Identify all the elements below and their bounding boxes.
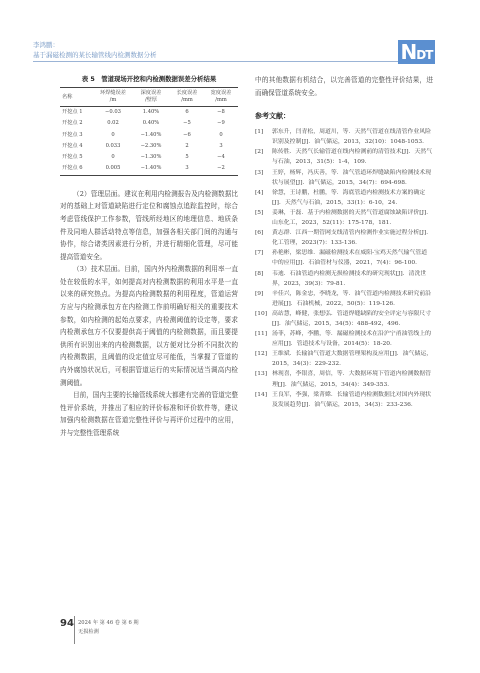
table-caption: 表 5 管道现场开挖和内检测数据误差分析结果 [81, 75, 217, 83]
reference-number: [11] [255, 331, 268, 338]
table-cell: −5 [183, 120, 191, 127]
reference-number: [2] [255, 149, 264, 156]
table-cell: −1.40% [140, 131, 162, 138]
table-cell: −1.30% [140, 154, 162, 161]
reference-text: 姜琳，于磊．基于内检测数据的天然气管道腐蚀缺陷评价[J]．山东化工，2023，52(11)：175-178，181． [272, 209, 433, 227]
left-column [60, 74, 238, 440]
table-cell: 0 [219, 131, 223, 138]
table-cell: 0 [111, 154, 115, 161]
running-header-title: 基于漏磁检测的某长输管线内检测数据分析 [33, 51, 157, 59]
table-column-header: 环焊缝误差 /m [94, 88, 132, 107]
footer-divider [74, 616, 75, 644]
journal-logo: N DT [398, 40, 435, 64]
page-number: 94 [60, 618, 74, 629]
reference-number: [4] [255, 189, 264, 196]
references-title: 参考文献： [255, 112, 290, 121]
table-cell: 开挖点 4 [62, 142, 83, 149]
table-cell: −0.03 [105, 109, 121, 116]
table-cell: −2 [204, 163, 238, 175]
table-row [60, 152, 238, 163]
reference-text: 王维斌．长输油气管道大数据管理架构及应用[J]．油气储运，2015，34(3)：229-232． [272, 351, 433, 368]
table-cell: 开挖点 6 [60, 163, 94, 175]
reference-item [255, 349, 433, 369]
reference-item [255, 289, 433, 309]
reference-item [255, 329, 433, 349]
table-cell: 开挖点 3 [62, 131, 83, 138]
reference-text: 林现喜，李银喜，周信，等．大数据环境下管道内检测数据管理[J]．油气储运，2015，34(4)：349-353． [272, 371, 432, 388]
reference-text: 王婷，杨辉，冯庆善，等．油气管道环焊缝缺陷内检测技术现状与展望[J]．油气储运，2015，34(7)：694-698． [272, 169, 432, 186]
table-cell: 0.005 [94, 163, 132, 175]
error-analysis-table [60, 87, 238, 176]
table-cell: −1.40% [132, 163, 170, 175]
running-header-author: 李鸿鹏： [33, 41, 59, 49]
table-row [60, 141, 238, 152]
table-row [60, 118, 238, 129]
table-cell: 0.40% [142, 120, 160, 127]
table-cell: 3 [219, 142, 223, 149]
reference-number: [13] [255, 371, 268, 378]
table-cell: 开挖点 2 [62, 120, 83, 127]
table-row [60, 107, 238, 119]
reference-text: 孙艳彬，梁思维．漏磁检测技术在威阳-宝鸡天然气输气管道中的应用[J]．石油管材与仪器，2021，7(4)：96-100． [272, 250, 428, 267]
table-cell: 0.033 [105, 142, 121, 149]
paragraph-technical: （3）技术层面。目前，国内外内检测数据的利用率一直处在较低的水平，如何提高对内检测数据的利用水平是一直以来的研究热点。为提高内检测数据的利用程度，管道运营方应与内检测承包方在内检测工作前明确好相关的重要技术参数，如内检测的起始点要求，内检测阈值的设定等，要求内检测承包方不仅要提供高于阈值的内检测数据，而且要提供所有识别出来的内检测数据，以方便对比分析不同批次的内检测数据，且阈值的设定值宜尽可能低，当掌握了管道的内外腐蚀状况后，可根据管道运行的实际情况适当调高内检测阈值。 [60, 265, 238, 387]
reference-text: 黄志群．江西一期管网支线清管内检测作业实施过程分析[J]．化工管理，2023(7)：133-136． [272, 230, 433, 247]
journal-issue: 2024 年 第 46 卷 第 6 期 [78, 620, 139, 626]
reference-text: 辛佳兴，陈金忠，李晓龙，等．油气管道内检测技术研究前沿进展[J]．石油机械，2022，50(5)：119-126． [272, 290, 432, 307]
reference-number: [8] [255, 270, 264, 277]
reference-number: [12] [255, 351, 268, 358]
paragraph-integrity: 目前，国内主要的长输管线系统大都建有完善的管道完整性评价系统，并推出了相应的评价标准和评价软件等，建议加强内检测数据在管道完整性评价与再评价过程中的应用，并与完整性管理系统 [60, 391, 238, 437]
reference-item [255, 248, 433, 268]
reference-text: 韦迪．石油管道内检测无损检测技术的研究现状[J]．清洗世界，2023，39(3)：79-81． [272, 270, 427, 287]
reference-number: [3] [255, 169, 264, 176]
table-cell: 2 [185, 142, 189, 149]
reference-text: 汤菲，苏峰，李鹏，等．漏磁检测技术在沿沪宁甬油管线上的应用[J]．管道技术与设备，2014(5)：18-20． [272, 331, 432, 348]
reference-number: [9] [255, 290, 264, 297]
reference-item [255, 188, 433, 208]
table-cell: 0 [111, 131, 115, 138]
table-cell: 开挖点 5 [62, 154, 83, 161]
reference-number: [5] [255, 209, 264, 216]
table-column-header: 长度误差 /mm [170, 88, 204, 107]
table-column-header: 宽度误差 /mm [204, 88, 238, 107]
table-cell: 6 [185, 109, 189, 116]
reference-item [255, 208, 433, 228]
table-cell: 开挖点 1 [62, 109, 83, 116]
table-row [60, 163, 238, 175]
table-cell: 5 [185, 154, 189, 161]
reference-item [255, 390, 433, 410]
reference-number: [6] [255, 230, 264, 237]
table-body [60, 107, 238, 176]
table-cell: −9 [217, 120, 225, 127]
table-cell: 1.40% [142, 109, 160, 116]
table-header-row [60, 88, 238, 107]
table-column-header: 深度误差 /壁厚 [132, 88, 170, 107]
reference-text: 高站慧，峰健，张想弘．管道焊缝缺陷的安全评定与容限尺寸[J]．油气储运，2015，34(5)：488-492，496． [272, 310, 432, 327]
reference-item [255, 168, 433, 188]
table-cell: −2.30% [140, 142, 162, 149]
table-cell: 0.02 [107, 120, 119, 127]
table-cell: −4 [217, 154, 225, 161]
reference-item [255, 309, 433, 329]
reference-item [255, 369, 433, 389]
header-divider [33, 61, 433, 62]
table-cell: −6 [183, 131, 191, 138]
paragraph-conclusion: 中的其他数据有机结合，以完善管道的完整性评价结果，进而确保管道系统安全。 [255, 76, 433, 97]
reference-item [255, 228, 433, 248]
reference-number: [7] [255, 250, 264, 257]
reference-text: 王良军，李强，梁菁嫦．长输管道内检测数据比对国内外现状及发展趋势[J]．油气储运，2015，34(3)：233-236． [272, 391, 432, 408]
reference-item [255, 147, 433, 167]
reference-item [255, 269, 433, 289]
table-cell: 3 [170, 163, 204, 175]
paragraph-management: （2）管理层面。建议在利用内检测报告及内检测数据比对的基础上对管道缺陷进行定位和腐蚀点追踪监控时，综合考虑管线保护工作参数，管线所经地区的地理信息、地质条件及同地人群活动特点等信息，加强各相关部门间的沟通与协作，综合诸类因素进行分析，并进行精细化管理，尽可能提高管道安全。 [60, 189, 238, 261]
reference-number: [10] [255, 310, 268, 317]
reference-text: 郭东升，闫青松，周道川，等．天然气管道在线清管作业风险识别及控制[J]．油气储运，2013，32(10)：1048-1053． [272, 129, 432, 146]
table-column-header: 名称 [60, 88, 94, 107]
reference-number: [14] [255, 391, 268, 398]
reference-item [255, 127, 433, 147]
table-cell: −8 [217, 109, 225, 116]
table-row [60, 130, 238, 141]
reference-text: 徐慧，王诗鹏，杜鹏，等．海底管道内检测技术方案的确定[J]．天然气与石油，2015，33(1)：6-10，24． [272, 189, 426, 206]
right-column [255, 74, 433, 410]
journal-name: 无损检测 [78, 629, 99, 635]
references-list [255, 127, 433, 410]
reference-text: 陈传胜．天然气长输管道在线内检测前的清管技术[J]．天然气与石油，2013，31(5)：1-4，109． [272, 149, 433, 166]
reference-number: [1] [255, 129, 264, 136]
